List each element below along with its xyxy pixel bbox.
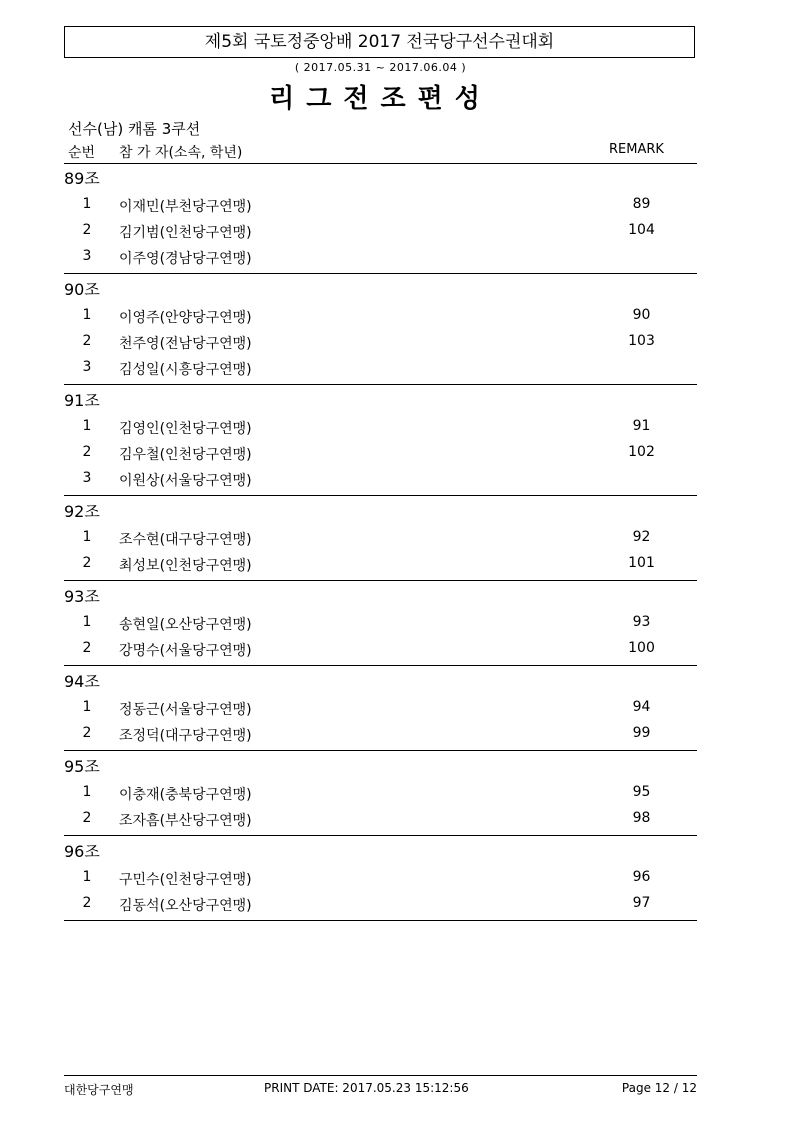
remark-value: 90 <box>632 307 651 323</box>
participant-name: 김성일(시흥당구연맹) <box>119 362 252 378</box>
table-row <box>64 244 697 270</box>
table-row <box>64 891 697 917</box>
participant-name: 이원상(서울당구연맹) <box>119 473 252 489</box>
table-row <box>64 525 697 551</box>
group-section <box>64 385 697 496</box>
participant-name: 조정덕(대구당구연맹) <box>119 728 252 744</box>
group-list <box>64 163 697 921</box>
row-number: 1 <box>82 869 92 885</box>
row-number: 1 <box>82 784 92 800</box>
remark-value: 101 <box>628 555 655 571</box>
group-title: 91조 <box>64 391 100 410</box>
group-title: 94조 <box>64 672 100 691</box>
group-section <box>64 751 697 836</box>
table-row <box>64 610 697 636</box>
remark-value: 104 <box>628 222 655 238</box>
row-number: 2 <box>82 725 92 741</box>
row-number: 1 <box>82 418 92 434</box>
remark-value: 89 <box>632 196 651 212</box>
table-row <box>64 218 697 244</box>
remark-value: 98 <box>632 810 651 826</box>
participant-name: 이주영(경남당구연맹) <box>119 251 252 267</box>
participant-name: 김우철(인천당구연맹) <box>119 447 252 463</box>
table-row <box>64 865 697 891</box>
remark-value: 99 <box>632 725 651 741</box>
participant-name: 김동석(오산당구연맹) <box>119 898 252 914</box>
participant-name: 정동근(서울당구연맹) <box>119 702 252 718</box>
table-row <box>64 414 697 440</box>
remark-value: 102 <box>628 444 655 460</box>
group-section <box>64 666 697 751</box>
remark-value: 100 <box>628 640 655 656</box>
participant-name: 김기범(인천당구연맹) <box>119 225 252 241</box>
remark-value: 91 <box>632 418 651 434</box>
column-participant: 참 가 자(소속, 학년) <box>119 145 243 161</box>
participant-name: 이영주(안양당구연맹) <box>119 310 252 326</box>
participant-name: 이재민(부천당구연맹) <box>119 199 252 215</box>
table-row <box>64 329 697 355</box>
table-row <box>64 355 697 381</box>
participant-name: 송현일(오산당구연맹) <box>119 617 252 633</box>
group-section <box>64 581 697 666</box>
participant-name: 구민수(인천당구연맹) <box>119 872 252 888</box>
tournament-period: ( 2017.05.31 ~ 2017.06.04 ) <box>294 61 467 74</box>
remark-value: 97 <box>632 895 651 911</box>
table-row <box>64 636 697 662</box>
group-title: 96조 <box>64 842 100 861</box>
group-title: 90조 <box>64 280 100 299</box>
group-title: 92조 <box>64 502 100 521</box>
participant-name: 천주영(전남당구연맹) <box>119 336 252 352</box>
table-row <box>64 192 697 218</box>
table-row <box>64 806 697 832</box>
table-row <box>64 551 697 577</box>
page-footer <box>64 1075 697 1096</box>
row-number: 1 <box>82 699 92 715</box>
table-row <box>64 695 697 721</box>
row-number: 2 <box>82 333 92 349</box>
group-section <box>64 163 697 274</box>
remark-value: 95 <box>632 784 651 800</box>
group-title: 95조 <box>64 757 100 776</box>
row-number: 3 <box>82 470 92 486</box>
participant-name: 최성보(인천당구연맹) <box>119 558 252 574</box>
row-number: 3 <box>82 359 92 375</box>
table-row <box>64 466 697 492</box>
footer-page-number: Page 12 / 12 <box>621 1081 697 1095</box>
remark-value: 92 <box>632 529 651 545</box>
group-section <box>64 274 697 385</box>
participant-name: 조자흠(부산당구연맹) <box>119 813 252 829</box>
footer-organization: 대한당구연맹 <box>64 1083 134 1097</box>
group-section <box>64 836 697 921</box>
participant-name: 김영인(인천당구연맹) <box>119 421 252 437</box>
group-title: 93조 <box>64 587 100 606</box>
row-number: 2 <box>82 444 92 460</box>
participant-name: 조수현(대구당구연맹) <box>119 532 252 548</box>
table-row <box>64 440 697 466</box>
document-title: 리그전조편성 <box>269 84 492 114</box>
tournament-title: 제5회 국토정중앙배 2017 전국당구선수권대회 <box>64 26 695 58</box>
row-number: 2 <box>82 895 92 911</box>
participant-name: 강명수(서울당구연맹) <box>119 643 252 659</box>
table-row <box>64 721 697 747</box>
remark-value: 103 <box>628 333 655 349</box>
group-title: 89조 <box>64 169 100 188</box>
category-label: 선수(남) 캐롬 3쿠션 <box>68 120 201 138</box>
participant-name: 이충재(충북당구연맹) <box>119 787 252 803</box>
row-number: 1 <box>82 307 92 323</box>
row-number: 1 <box>82 529 92 545</box>
remark-value: 96 <box>632 869 651 885</box>
row-number: 1 <box>82 614 92 630</box>
row-number: 2 <box>82 640 92 656</box>
table-row <box>64 303 697 329</box>
column-header <box>64 141 697 164</box>
group-section <box>64 496 697 581</box>
footer-print-date: PRINT DATE: 2017.05.23 15:12:56 <box>264 1081 469 1095</box>
row-number: 3 <box>82 248 92 264</box>
column-number: 순번 <box>68 145 96 161</box>
row-number: 2 <box>82 810 92 826</box>
row-number: 2 <box>82 555 92 571</box>
column-remark: REMARK <box>609 142 664 157</box>
remark-value: 93 <box>632 614 651 630</box>
row-number: 1 <box>82 196 92 212</box>
row-number: 2 <box>82 222 92 238</box>
remark-value: 94 <box>632 699 651 715</box>
table-row <box>64 780 697 806</box>
